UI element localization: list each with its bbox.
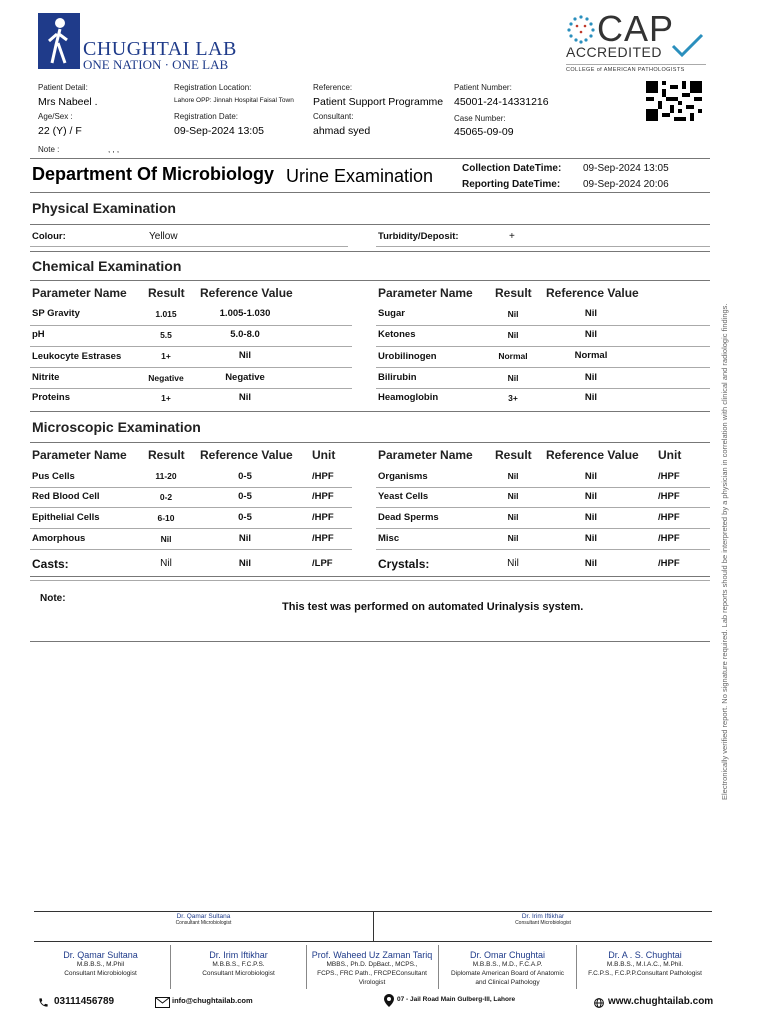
note-text: This test was performed on automated Urinalysis system. [282,601,584,613]
micro-result: Nil [160,534,172,544]
location-pin-icon [384,994,394,1012]
micro-ref: Nil [584,512,598,523]
collection-datetime: 09-Sep-2024 13:05 [583,163,669,174]
reg-location-label: Registration Location: [174,83,252,92]
phone-icon [38,995,49,1013]
patient-number-label: Patient Number: [454,83,512,92]
chem-ref: Nil [584,372,598,383]
doctor-title: Virologist [358,979,386,986]
signature-title: Consultant Microbiologist [515,920,571,926]
colour-label: Colour: [32,231,66,242]
chem-ref: Normal [574,350,608,361]
chem-ref: Nil [584,308,598,319]
signature-name: Dr. Qamar Sultana [176,913,231,920]
chem-header-ref-left: Reference Value [200,286,293,300]
micro-unit: /HPF [658,533,680,544]
chem-result: Nil [507,330,519,340]
signature-title: Consultant Microbiologist [175,920,232,926]
doctor-name: Prof. Waheed Uz Zaman Tariq [311,950,433,960]
chem-name: SP Gravity [32,308,80,319]
signature-right [374,913,712,926]
signature-left [34,913,373,926]
reporting-label: Reporting DateTime: [462,179,561,190]
chem-result: 5.5 [160,330,172,340]
doctor-card [307,950,437,987]
micro-result: 11-20 [155,471,177,481]
doctor-name: Dr. Irim Iftikhar [209,950,268,960]
patient-name: Mrs Nabeel . [38,96,98,108]
doctor-card [32,950,169,978]
microscopic-title: Microscopic Examination [32,419,201,435]
doctor-title: Consultant Microbiologist [202,970,275,977]
chem-name: Proteins [32,392,71,403]
cap-big: CAP [597,8,675,49]
micro-name: Pus Cells [32,471,75,482]
crystals-result: Nil [507,558,519,569]
contact-address: 07 - Jail Road Main Gulberg-III, Lahore [397,996,516,1003]
micro-unit: /HPF [658,512,680,523]
reg-location: Lahore OPP: Jinnah Hospital Faisal Town [174,97,294,104]
case-number: 45065-09-09 [454,126,514,138]
patient-number: 45001-24-14331216 [454,96,549,108]
micro-unit: /HPF [312,512,334,523]
contact-phone[interactable]: 03111456789 [54,996,115,1007]
note-value: , , , [108,145,120,154]
checkmark-icon [670,32,704,63]
doctor-card [577,950,713,978]
chem-result: 3+ [508,393,518,403]
chem-ref: 5.0-8.0 [230,329,260,340]
micro-result: Nil [507,491,519,501]
chem-ref: Nil [584,392,598,403]
chem-result: 1+ [161,393,171,403]
casts-label: Casts: [32,557,69,571]
micro-name: Organisms [378,471,428,482]
age-sex: 22 (Y) / F [38,125,82,137]
micro-name: Yeast Cells [378,491,429,502]
casts-ref: Nil [238,558,252,569]
crystals-ref: Nil [584,558,598,569]
chem-name: Leukocyte Estrases [32,351,122,362]
micro-header-name-left: Parameter Name [32,448,127,462]
micro-header-ref-left: Reference Value [200,448,293,462]
chem-header-ref-right: Reference Value [546,286,639,300]
chem-name: Bilirubin [378,372,417,383]
doctor-name: Dr. Qamar Sultana [63,950,138,960]
chem-ref: 1.005-1.030 [219,308,271,319]
micro-header-result-right: Result [495,448,532,462]
lab-tagline: ONE NATION · ONE LAB [83,57,229,72]
chem-header-result-right: Result [495,286,532,300]
verification-sidebar: Electronically verified report. No signature required. Lab reports should be interpreted by a physician in correlation with clinical and radiologic findings. [720,303,729,800]
globe-icon [594,995,604,1013]
note-label: Note : [38,145,60,154]
lab-name: CHUGHTAI LAB [83,38,237,60]
chem-header-name-right: Parameter Name [378,286,473,300]
micro-ref: 0-5 [238,512,252,523]
chem-result: Nil [507,309,519,319]
doctor-qual: Diplomate American Board of Anatomic [450,970,565,977]
doctor-qual: M.B.B.S., M.D., F.C.A.P. [472,961,543,968]
age-label: Age/Sex : [38,112,73,121]
chem-ref: Nil [238,350,252,361]
casts-result: Nil [160,558,172,569]
chem-result: Negative [148,373,184,383]
doctor-qual: M.B.B.S., M.I.A.C., M.Phil. [606,961,684,968]
doctor-card [171,950,306,978]
doctor-qual: FCPS., FRC Path., FRCPEConsultant [317,970,427,977]
micro-ref: Nil [584,533,598,544]
micro-header-unit-left: Unit [312,448,336,462]
micro-result: Nil [507,471,519,481]
reference-label: Reference: [313,83,353,92]
signature-name: Dr. Irim Iftikhar [521,913,565,920]
patient-detail-label: Patient Detail: [38,83,88,92]
micro-header-unit-right: Unit [658,448,682,462]
email-icon [155,995,170,1013]
micro-ref: Nil [584,491,598,502]
cap-college: COLLEGE of AMERICAN PATHOLOGISTS [566,67,685,73]
cap-accredited: ACCREDITED [566,44,663,60]
note-section-label: Note: [40,593,66,604]
test-title: Urine Examination [286,166,434,186]
micro-ref: 0-5 [238,471,252,482]
chem-ref: Nil [584,329,598,340]
doctor-qual: MBBS., Ph.D. DpBact., MCPS., [326,961,418,968]
chem-result: 1.015 [155,309,177,319]
micro-ref: 0-5 [238,491,252,502]
department-title: Department Of Microbiology [32,164,275,184]
micro-name: Epithelial Cells [32,512,100,523]
micro-name: Red Blood Cell [32,491,100,502]
reg-date-label: Registration Date: [174,112,239,121]
micro-header-result-left: Result [148,448,185,462]
doctor-qual: M.B.B.S., F.C.P.S. [212,961,265,968]
chem-ref: Nil [238,392,252,403]
contact-email[interactable]: info@chughtailab.com [172,996,253,1005]
case-number-label: Case Number: [454,114,506,123]
turbidity-value: + [509,231,515,242]
doctor-title: F.C.P.S., F.C.P.P.Consultant Pathologist [588,970,702,977]
contact-website[interactable]: www.chughtailab.com [608,996,714,1007]
micro-header-ref-right: Reference Value [546,448,639,462]
micro-name: Amorphous [32,533,86,544]
doctor-name: Dr. Omar Chughtai [469,950,546,960]
doctor-title: Consultant Microbiologist [64,970,137,977]
doctor-title: and Clinical Pathology [475,979,540,986]
doctor-qual: M.B.B.S., M.Phil [76,961,125,968]
casts-unit: /LPF [312,558,333,569]
chemical-title: Chemical Examination [32,258,182,274]
turbidity-label: Turbidity/Deposit: [378,231,459,242]
colour-value: Yellow [149,231,178,242]
chem-name: Ketones [378,329,416,340]
chem-result: Nil [507,373,519,383]
chem-name: Nitrite [32,372,60,383]
chem-result: 1+ [161,351,171,361]
lab-logo [38,13,80,69]
chem-name: Heamoglobin [378,392,439,403]
reporting-datetime: 09-Sep-2024 20:06 [583,179,669,190]
doctor-name: Dr. A . S. Chughtai [608,950,682,960]
micro-result: 6-10 [157,513,175,523]
physical-title: Physical Examination [32,200,176,216]
chem-header-name-left: Parameter Name [32,286,127,300]
micro-unit: /HPF [312,471,334,482]
qr-code [646,81,702,121]
chem-result: Normal [498,351,528,361]
cap-logo-dots [566,14,596,44]
chem-ref: Negative [225,372,265,383]
micro-result: Nil [507,512,519,522]
micro-unit: /HPF [658,491,680,502]
micro-header-name-right: Parameter Name [378,448,473,462]
chem-name: Sugar [378,308,405,319]
doctor-card [439,950,576,987]
reference: Patient Support Programme [313,96,444,108]
micro-name: Misc [378,533,400,544]
consultant-label: Consultant: [313,112,354,121]
micro-unit: /HPF [312,533,334,544]
collection-label: Collection DateTime: [462,163,562,174]
micro-unit: /HPF [658,471,680,482]
crystals-label: Crystals: [378,557,430,571]
chem-name: pH [32,329,45,340]
micro-ref: Nil [238,533,252,544]
micro-ref: Nil [584,471,598,482]
crystals-unit: /HPF [658,558,680,569]
micro-unit: /HPF [312,491,334,502]
micro-name: Dead Sperms [378,512,439,523]
micro-result: 0-2 [159,492,173,502]
chem-name: Urobilinogen [378,351,437,362]
micro-result: Nil [507,533,519,543]
reg-date: 09-Sep-2024 13:05 [174,125,264,137]
chem-header-result-left: Result [148,286,185,300]
consultant: ahmad syed [313,125,371,137]
